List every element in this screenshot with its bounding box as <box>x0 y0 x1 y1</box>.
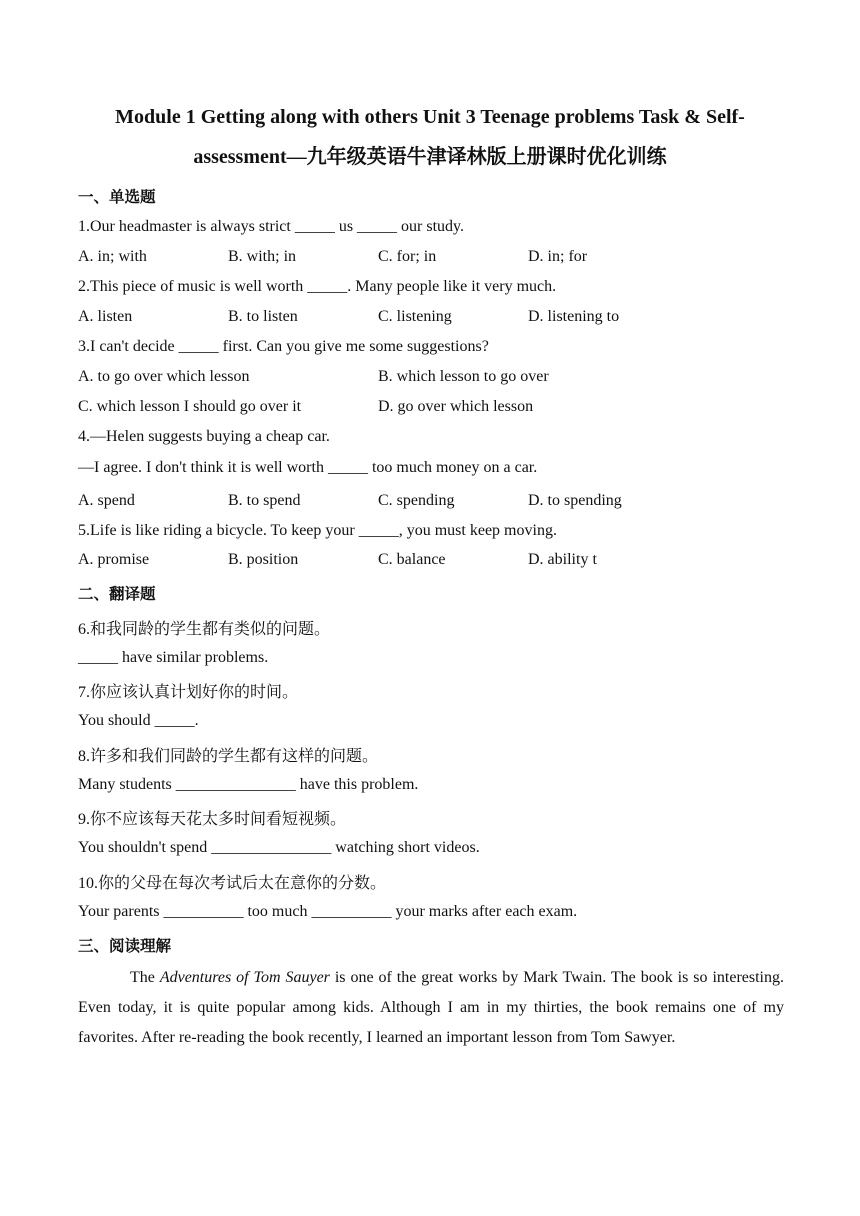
q3-option-a: A. to go over which lesson <box>78 368 250 385</box>
reading-passage <box>78 963 784 1053</box>
title-line-2: assessment—九年级英语牛津译林版上册课时优化训练 <box>193 146 667 168</box>
q1-option-b: B. with; in <box>228 248 297 265</box>
question-1-stem: 1.Our headmaster is always strict _____ us _____ our study. <box>78 218 465 235</box>
q4-option-a: A. spend <box>78 492 135 509</box>
question-2-stem: 2.This piece of music is well worth _____. Many people like it very much. <box>78 278 557 295</box>
q5-option-c: C. balance <box>378 551 446 568</box>
q4-option-d: D. to spending <box>528 492 622 509</box>
q1-option-d: D. in; for <box>528 248 588 265</box>
question-3-stem: 3.I can't decide _____ first. Can you give me some suggestions? <box>78 338 489 355</box>
question-8-english: Many students _______________ have this problem. <box>78 776 419 793</box>
question-6-english: _____ have similar problems. <box>78 649 269 666</box>
q3-option-c: C. which lesson I should go over it <box>78 398 302 415</box>
section-heading-reading: 三、阅读理解 <box>78 938 172 955</box>
question-10-english: Your parents __________ too much __________ your marks after each exam. <box>78 903 578 920</box>
question-4-stem-reply: —I agree. I don't think it is well worth _____ too much money on a car. <box>78 459 538 476</box>
q2-option-b: B. to listen <box>228 308 298 325</box>
q2-option-a: A. listen <box>78 308 133 325</box>
question-4-stem: 4.—Helen suggests buying a cheap car. <box>78 428 330 445</box>
q5-option-a: A. promise <box>78 551 150 568</box>
q2-option-c: C. listening <box>378 308 452 325</box>
q4-option-c: C. spending <box>378 492 455 509</box>
question-9-english: You shouldn't spend _______________ watching short videos. <box>78 839 480 856</box>
title-line-1: Module 1 Getting along with others Unit 3 Teenage problems Task & Self- <box>115 106 745 128</box>
q1-option-c: C. for; in <box>378 248 437 265</box>
q5-option-d: D. ability t <box>528 551 597 568</box>
page-title <box>70 97 790 177</box>
q1-option-a: A. in; with <box>78 248 147 265</box>
reading-rest: is one of the great works by Mark Twain. The book is so interesting. Even today, it is quite popular among kids. Although I am in my thirties, the book remains one of my favorites. After re-reading the book recently, I learned an important lesson from Tom Sawyer. <box>78 969 784 1046</box>
q3-option-d: D. go over which lesson <box>378 398 534 415</box>
question-10-chinese: 10.你的父母在每次考试后太在意你的分数。 <box>78 875 387 892</box>
question-6-chinese: 6.和我同龄的学生都有类似的问题。 <box>78 621 331 638</box>
section-heading-translation: 二、翻译题 <box>78 586 156 603</box>
reading-the: The <box>130 969 160 986</box>
q4-option-b: B. to spend <box>228 492 301 509</box>
question-7-chinese: 7.你应该认真计划好你的时间。 <box>78 684 299 701</box>
q5-option-b: B. position <box>228 551 299 568</box>
q3-option-b: B. which lesson to go over <box>378 368 549 385</box>
section-heading-multiple-choice: 一、单选题 <box>78 189 156 206</box>
question-9-chinese: 9.你不应该每天花太多时间看短视频。 <box>78 811 347 828</box>
q2-option-d: D. listening to <box>528 308 620 325</box>
question-5-stem: 5.Life is like riding a bicycle. To keep your _____, you must keep moving. <box>78 522 557 539</box>
book-title: Adventures of Tom Sauyer <box>159 969 330 986</box>
question-7-english: You should _____. <box>78 712 199 729</box>
question-8-chinese: 8.许多和我们同龄的学生都有这样的问题。 <box>78 748 379 765</box>
